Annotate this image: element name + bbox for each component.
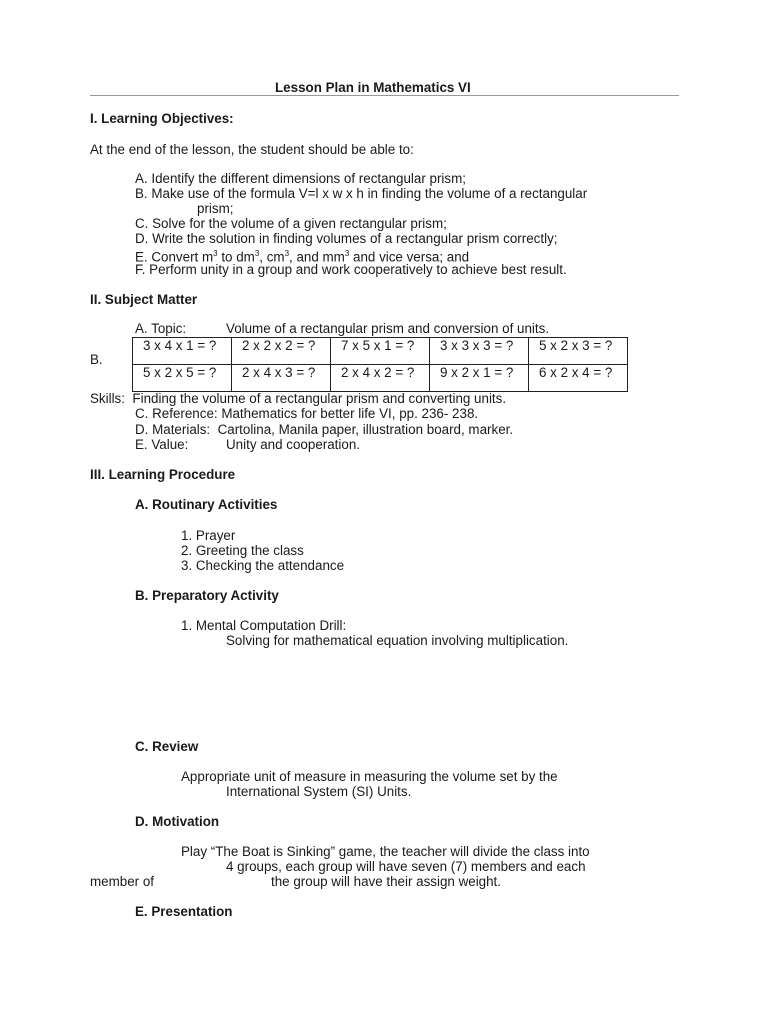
objective-e-part: , and mm — [289, 249, 345, 265]
review-heading: C. Review — [135, 739, 199, 754]
objective-e-part: and vice versa; and — [349, 249, 470, 265]
drill-table — [132, 337, 628, 392]
topic-value: Volume of a rectangular prism and conversion of units. — [226, 321, 550, 336]
routinary-item: 1. Prayer — [181, 528, 236, 543]
section-heading-subject-matter: II. Subject Matter — [90, 292, 198, 307]
objectives-intro: At the end of the lesson, the student should be able to: — [90, 142, 414, 157]
review-line: International System (SI) Units. — [226, 784, 412, 799]
cell-text: 2 x 4 x 2 = ? — [341, 365, 415, 380]
cell-text: 6 x 2 x 4 = ? — [539, 365, 613, 380]
skills-line: Skills: Finding the volume of a rectangular prism and converting units. — [90, 391, 507, 406]
value-label: E. Value: — [135, 437, 189, 452]
table-cell — [133, 338, 232, 365]
objective-c: C. Solve for the volume of a given rectangular prism; — [135, 216, 447, 231]
table-cell — [232, 365, 331, 392]
cell-text: 2 x 4 x 3 = ? — [242, 365, 316, 380]
cell-text: 5 x 2 x 3 = ? — [539, 338, 613, 353]
table-cell — [430, 338, 529, 365]
table-cell — [133, 365, 232, 392]
objective-d: D. Write the solution in finding volumes of a rectangular prism correctly; — [135, 231, 558, 246]
cell-text: 3 x 3 x 3 = ? — [440, 338, 514, 353]
cell-text: 3 x 4 x 1 = ? — [143, 338, 217, 353]
objective-f: F. Perform unity in a group and work cooperatively to achieve best result. — [135, 262, 567, 277]
motivation-line: the group will have their assign weight. — [271, 874, 502, 889]
objective-a: A. Identify the different dimensions of rectangular prism; — [135, 171, 466, 186]
objective-e-part: E. Convert m — [135, 249, 214, 265]
cell-text: 2 x 2 x 2 = ? — [242, 338, 316, 353]
cell-text: 7 x 5 x 1 = ? — [341, 338, 415, 353]
motivation-line: Play “The Boat is Sinking” game, the teacher will divide the class into — [181, 844, 590, 859]
motivation-line: member of — [90, 874, 154, 889]
title-rule — [90, 95, 679, 96]
page-title: Lesson Plan in Mathematics VI — [275, 80, 471, 95]
superscript: 3 — [213, 249, 218, 258]
table-row — [133, 338, 628, 365]
routinary-item: 3. Checking the attendance — [181, 558, 345, 573]
table-cell — [232, 338, 331, 365]
presentation-heading: E. Presentation — [135, 904, 233, 919]
routinary-item: 2. Greeting the class — [181, 543, 304, 558]
section-heading-learning-procedure: III. Learning Procedure — [90, 467, 236, 482]
table-cell — [529, 365, 628, 392]
cell-text: 9 x 2 x 1 = ? — [440, 365, 514, 380]
table-cell — [331, 338, 430, 365]
objective-b: B. Make use of the formula V=l x w x h in finding the volume of a rectangular — [135, 186, 588, 201]
table-row — [133, 365, 628, 392]
topic-label: A. Topic: — [135, 321, 187, 336]
materials-line: D. Materials: Cartolina, Manila paper, illustration board, marker. — [135, 422, 514, 437]
motivation-line: 4 groups, each group will have seven (7) members and each — [226, 859, 586, 874]
review-line: Appropriate unit of measure in measuring the volume set by the — [181, 769, 558, 784]
superscript: 3 — [344, 249, 350, 258]
table-cell — [331, 365, 430, 392]
objective-b-cont: prism; — [197, 201, 234, 216]
superscript: 3 — [254, 249, 260, 258]
superscript: 3 — [284, 249, 290, 258]
preparatory-item: 1. Mental Computation Drill: — [181, 618, 347, 633]
section-heading-objectives: I. Learning Objectives: — [90, 111, 234, 126]
routinary-heading: A. Routinary Activities — [135, 497, 278, 512]
table-cell — [430, 365, 529, 392]
objective-e-part: to dm — [217, 249, 255, 265]
motivation-heading: D. Motivation — [135, 814, 220, 829]
preparatory-heading: B. Preparatory Activity — [135, 588, 279, 603]
objective-e-part: , cm — [259, 249, 285, 265]
preparatory-detail: Solving for mathematical equation involving multiplication. — [226, 633, 569, 648]
cell-text: 5 x 2 x 5 = ? — [143, 365, 217, 380]
value-value: Unity and cooperation. — [226, 437, 360, 452]
table-cell — [529, 338, 628, 365]
b-label: B. — [90, 352, 103, 367]
reference-line: C. Reference: Mathematics for better life VI, pp. 236- 238. — [135, 406, 479, 421]
